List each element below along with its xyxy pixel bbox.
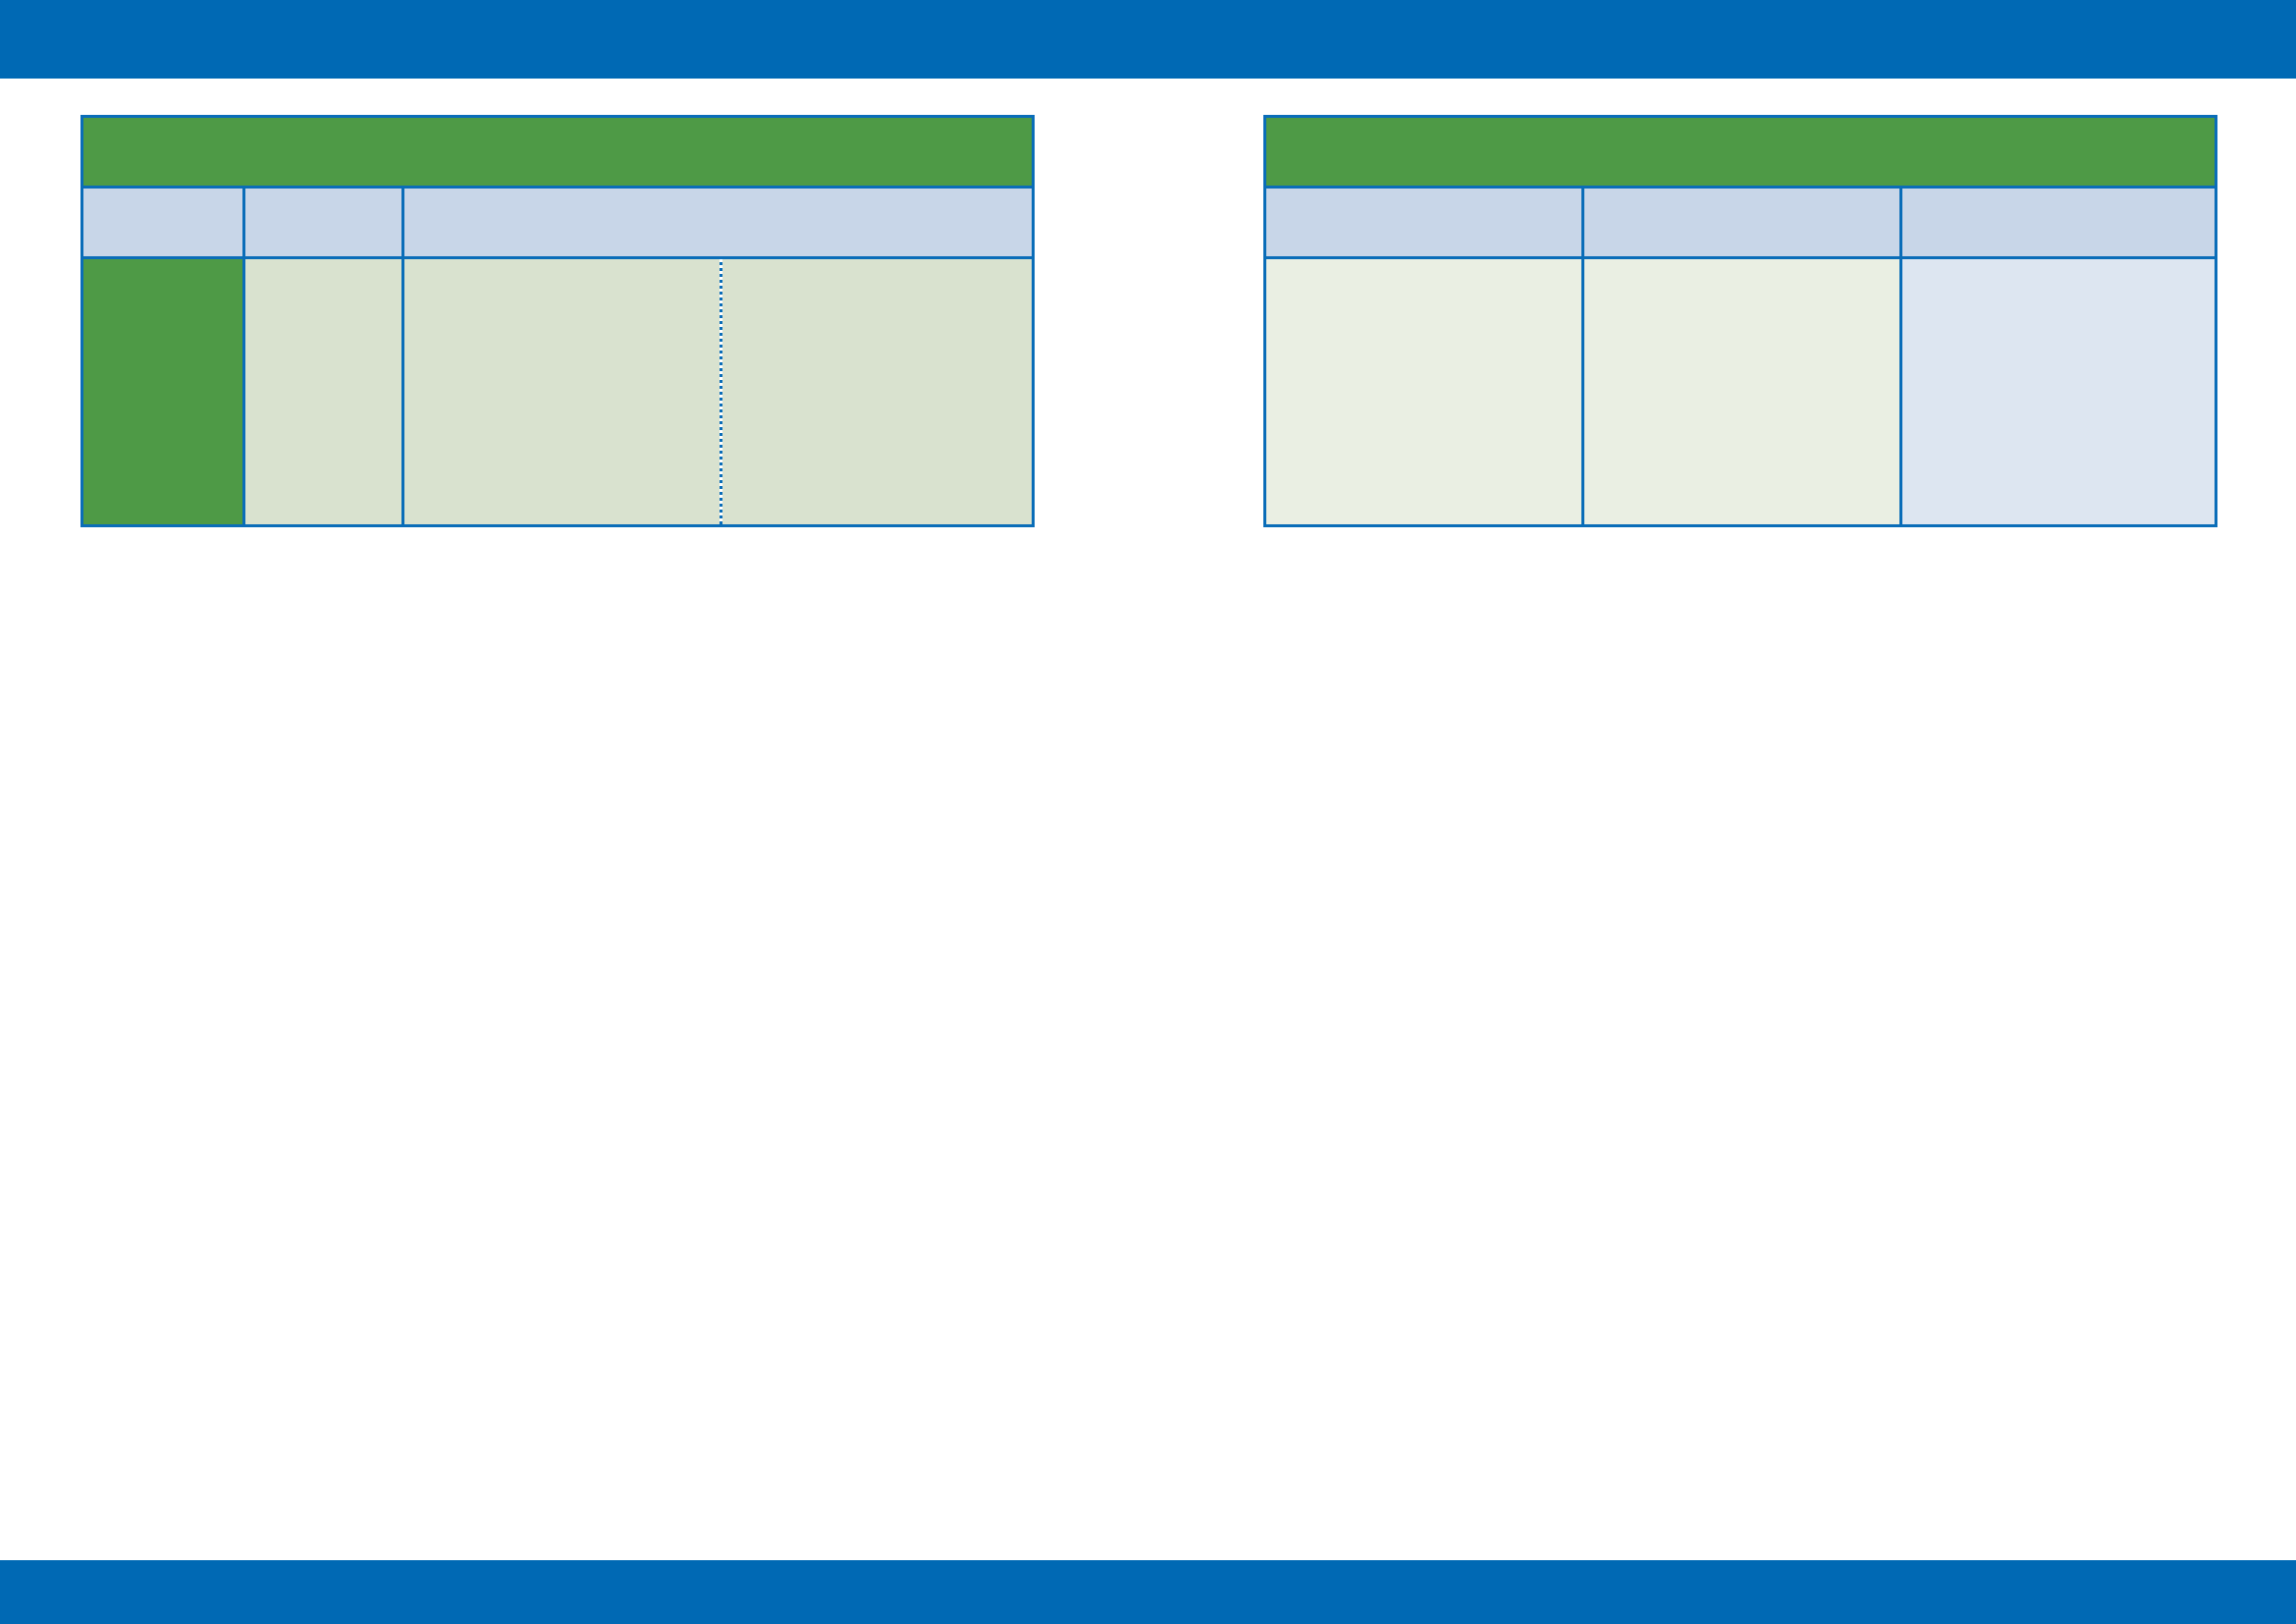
- services-table: [1263, 115, 2217, 527]
- divider: [401, 186, 404, 524]
- second-service-cell: [1584, 259, 1899, 524]
- services-title-row: [1266, 118, 2215, 186]
- sunday-related-cell: [722, 259, 1032, 524]
- third-service-cell: [1266, 259, 1581, 524]
- sunday-title-row: [83, 118, 1032, 186]
- divider: [1899, 186, 1902, 524]
- footer-band: [0, 1560, 2296, 1624]
- divider: [1581, 186, 1584, 524]
- header-band: [0, 0, 2296, 79]
- sunday-continuous-cell: [404, 259, 720, 524]
- notes-cell: [1902, 259, 2215, 524]
- sunday-date-cell: [83, 259, 242, 524]
- divider: [242, 186, 245, 524]
- services-header-row: [1266, 189, 2215, 256]
- sunday-table: [80, 115, 1035, 527]
- sunday-collect-cell: [245, 259, 401, 524]
- divider: [720, 256, 722, 524]
- sunday-header-row: [83, 189, 1032, 256]
